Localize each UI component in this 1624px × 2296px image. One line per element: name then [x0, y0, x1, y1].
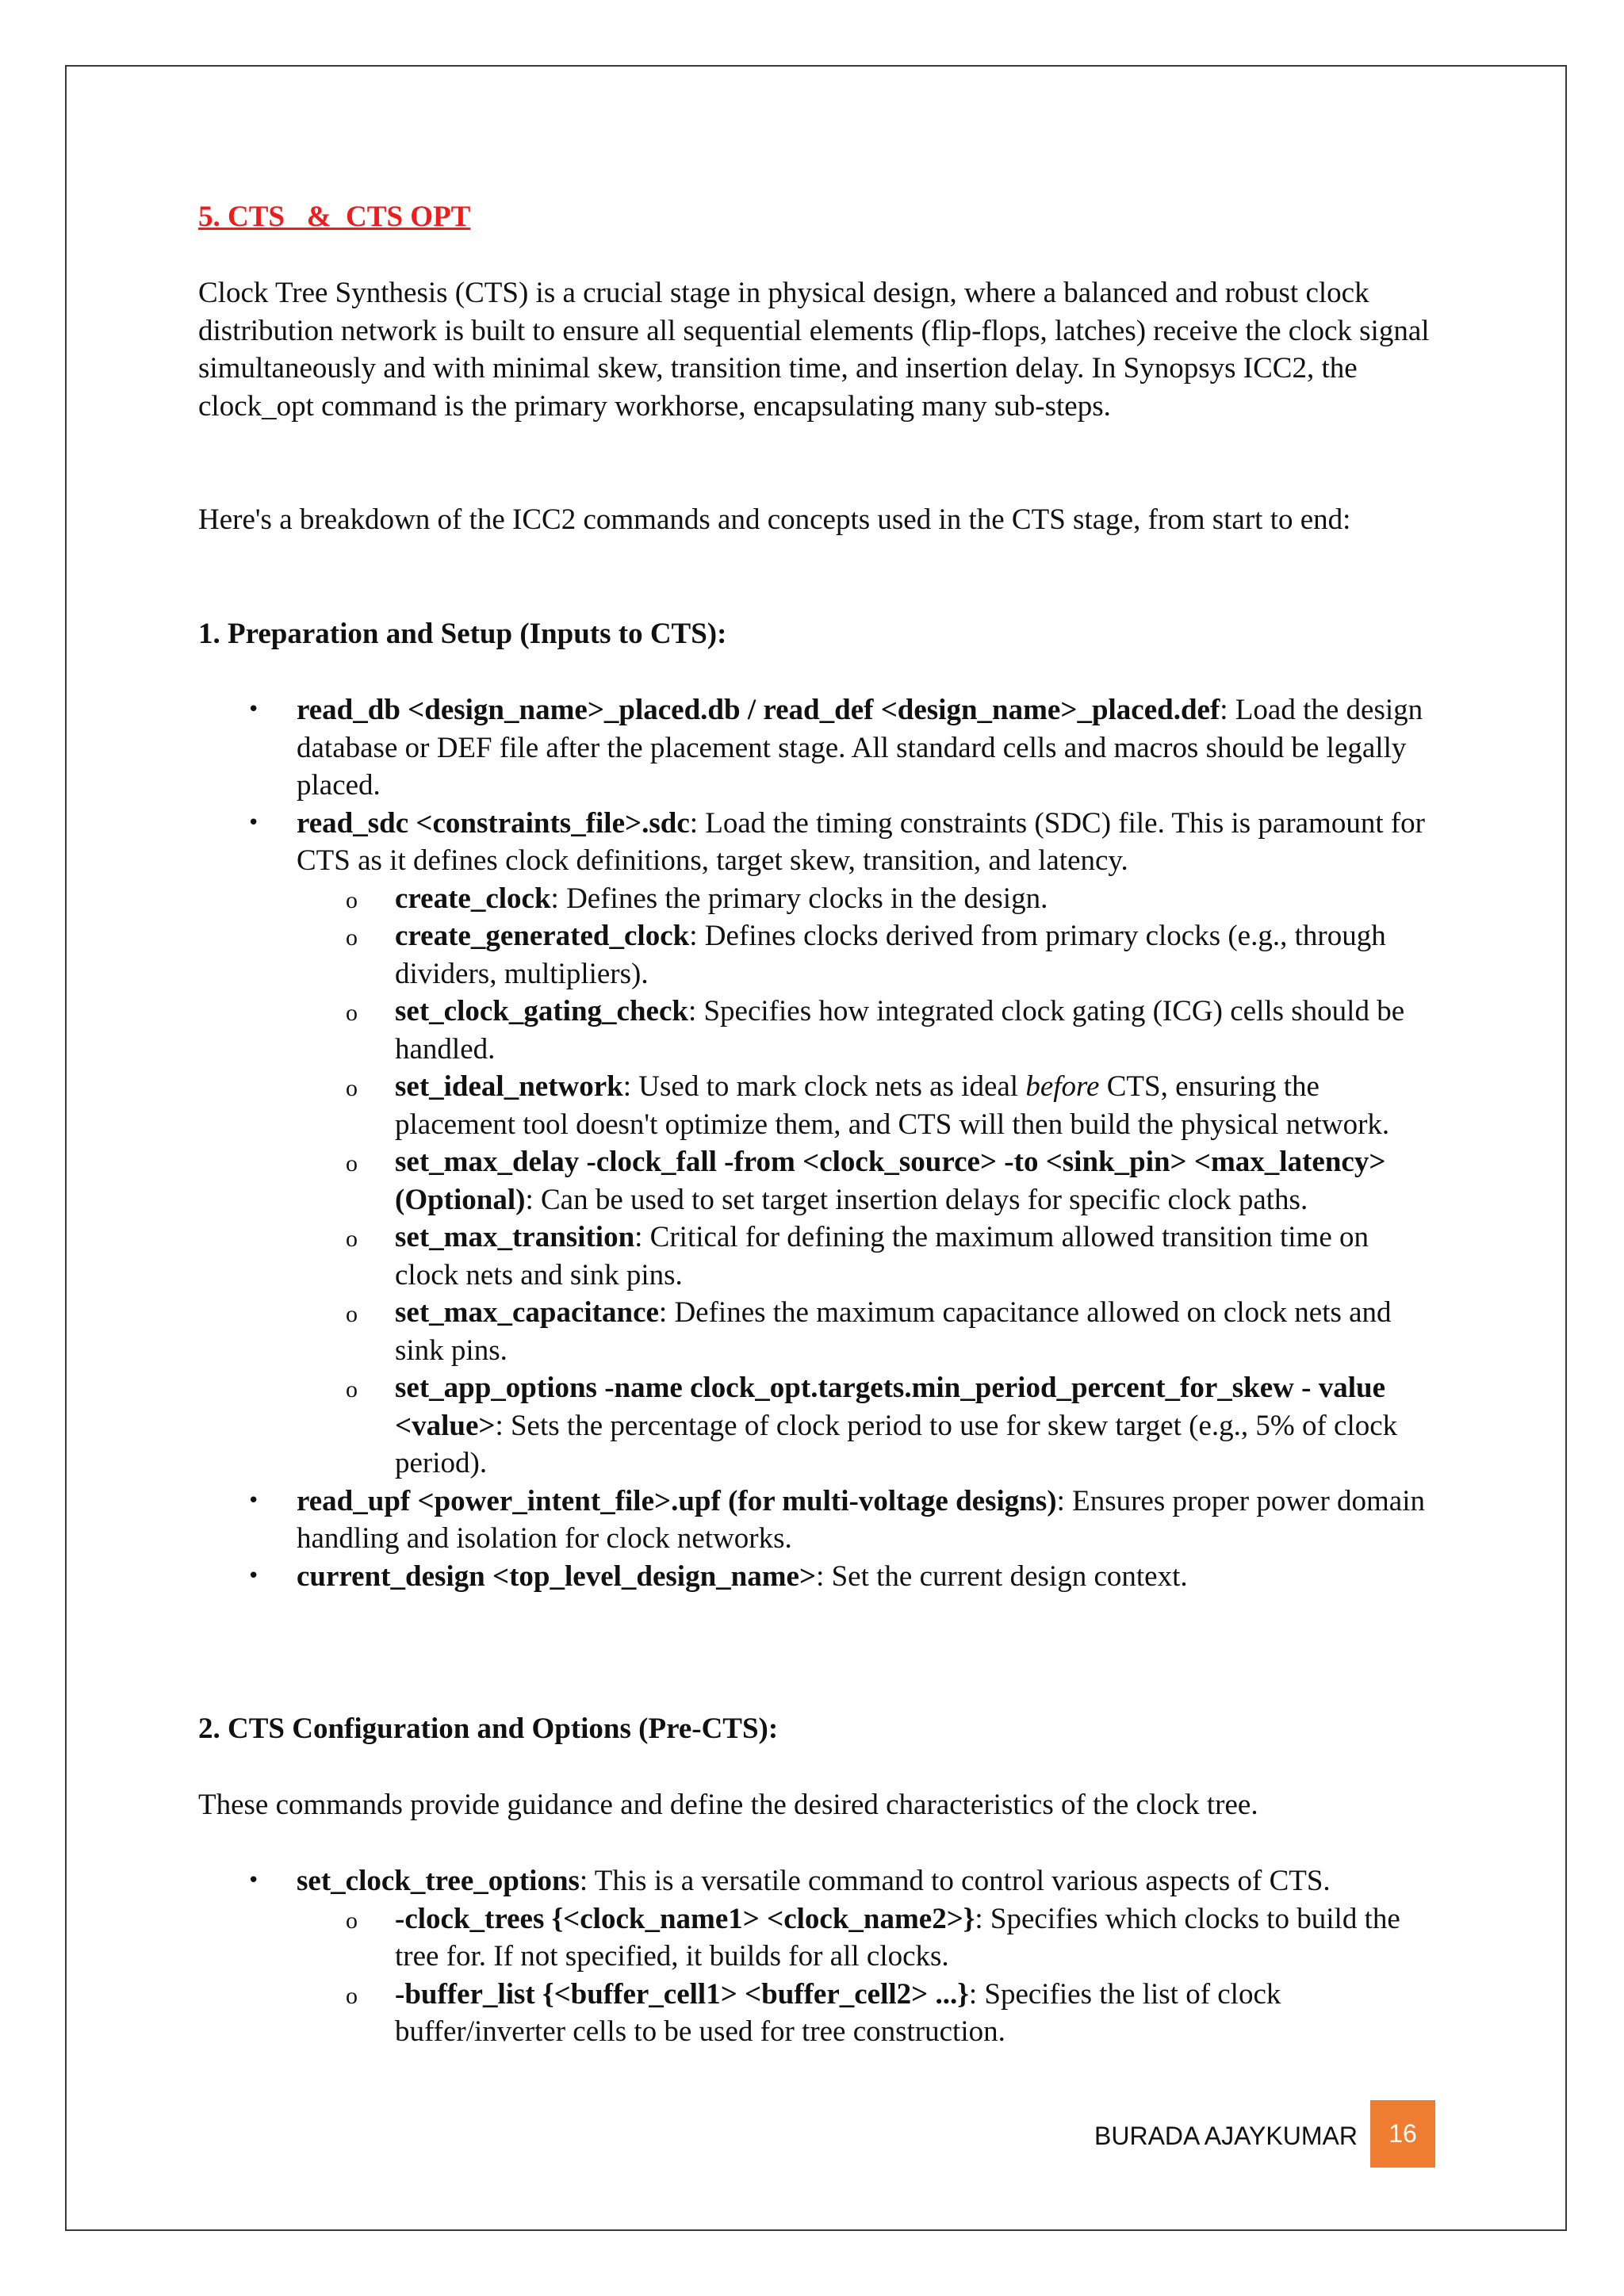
intro-paragraph: Clock Tree Synthesis (CTS) is a crucial stage in physical design, where a balanced and robust clock distribution network is built to ensure all sequential elements (flip-flops, latches) receive the clock signal simultaneously and with minimal skew, transition time, and insertion delay. In Synopsys ICC2, the clock_opt command is the primary workhorse, encapsulating many sub-steps.: [198, 277, 1430, 423]
command-description: : Load the design database or DEF file after the placement stage. All standard cells and macros should be legally placed.: [297, 694, 1423, 802]
bullet-icon: •: [247, 1869, 260, 1892]
command-description: : Defines the maximum capacitance allowed on clock nets and sink pins.: [395, 1296, 1392, 1367]
circle-bullet-icon: o: [346, 1907, 358, 1934]
command-name: create_generated_clock: [395, 920, 690, 952]
circle-bullet-icon: o: [346, 1226, 358, 1252]
circle-bullet-icon: o: [346, 886, 358, 913]
page-number-badge: 16: [1370, 2100, 1435, 2168]
command-name: set_max_capacitance: [395, 1296, 659, 1329]
command-name: current_design <top_level_design_name>: [297, 1559, 817, 1593]
configuration-heading: 2. CTS Configuration and Options (Pre-CTS):: [198, 1712, 779, 1745]
command-name: read_sdc <constraints_file>.sdc: [297, 806, 690, 840]
command-description-cont: CTS, ensuring the placement tool doesn't optimize them, and CTS will then build the physical network.: [395, 1070, 1390, 1141]
sublist-item: [198, 1219, 1435, 1294]
sublist-item: [198, 917, 1435, 993]
footer-author: BURADA AJAYKUMAR: [1094, 2122, 1358, 2150]
circle-bullet-icon: o: [346, 1376, 358, 1402]
command-description: : Used to mark clock nets as ideal: [622, 1070, 1026, 1103]
list-item: [198, 805, 1435, 1483]
command-name: set_max_transition: [395, 1221, 635, 1253]
command-description: : Specifies the list of clock buffer/inverter cells to be used for tree construction.: [395, 1977, 1281, 2048]
sublist-item: [198, 1976, 1435, 2051]
command-name: -buffer_list {<buffer_cell1> <buffer_cell2> ...}: [395, 1977, 969, 2011]
command-name: create_clock: [395, 882, 551, 915]
command-description: : Ensures proper power domain handling and isolation for clock networks.: [297, 1484, 1426, 1555]
command-name: read_db <design_name>_placed.db / read_def <design_name>_placed.def: [297, 694, 1220, 726]
circle-bullet-icon: o: [346, 1982, 358, 2009]
list-item: [198, 1558, 1435, 1596]
command-name: read_upf <power_intent_file>.upf (for multi-voltage designs): [297, 1484, 1057, 1517]
command-description: : Set the current design context.: [816, 1559, 1188, 1593]
breakdown-paragraph: Here's a breakdown of the ICC2 commands and concepts used in the CTS stage, from start to end:: [198, 503, 1351, 536]
sublist-item: [198, 1900, 1435, 1976]
command-description: : Specifies how integrated clock gating (ICG) cells should be handled.: [395, 995, 1405, 1066]
circle-bullet-icon: o: [346, 1301, 358, 1327]
command-description: : Defines clocks derived from primary clocks (e.g., through dividers, multipliers).: [395, 920, 1386, 990]
circle-bullet-icon: o: [346, 1000, 358, 1026]
list-item: [198, 1483, 1435, 1558]
command-description: : Load the timing constraints (SDC) file. This is paramount for CTS as it defines clock definitions, target skew, transition, and latency.: [297, 806, 1426, 877]
command-description: : Specifies which clocks to build the tree for. If not specified, it builds for all clocks.: [395, 1902, 1400, 1973]
sublist-item: [198, 1143, 1435, 1219]
command-description: : Can be used to set target insertion delays for specific clock paths.: [525, 1183, 1308, 1216]
sdc-sublist: [297, 880, 1435, 1483]
circle-bullet-icon: o: [346, 924, 358, 951]
circle-bullet-icon: o: [346, 1075, 358, 1101]
command-name: set_ideal_network: [395, 1070, 623, 1103]
command-description: : This is a versatile command to control various aspects of CTS.: [579, 1865, 1331, 1897]
command-name: -clock_trees {<clock_name1> <clock_name2>}: [395, 1902, 975, 1935]
command-description: : Critical for defining the maximum allowed transition time on clock nets and sink pins.: [395, 1221, 1369, 1292]
configuration-paragraph: These commands provide guidance and define the desired characteristics of the clock tree.: [198, 1789, 1258, 1821]
bullet-icon: •: [247, 698, 260, 721]
preparation-heading: 1. Preparation and Setup (Inputs to CTS):: [198, 618, 727, 650]
command-name: set_app_options -name clock_opt.targets.min_period_percent_for_skew - value <value>: [395, 1372, 1386, 1442]
command-name: set_clock_gating_check: [395, 995, 688, 1027]
circle-bullet-icon: o: [346, 1150, 358, 1177]
bullet-icon: •: [247, 810, 260, 835]
bullet-icon: •: [247, 1488, 260, 1513]
bullet-icon: •: [247, 1563, 260, 1588]
sublist-item: [198, 1369, 1435, 1483]
emphasis-text: before: [1025, 1070, 1100, 1103]
sublist-item: [198, 1294, 1435, 1369]
section-title: 5. CTS & CTS OPT: [198, 201, 471, 233]
list-item: [198, 691, 1435, 805]
command-description: : Sets the percentage of clock period to use for skew target (e.g., 5% of clock period).: [395, 1409, 1398, 1479]
command-description: : Defines the primary clocks in the design.: [550, 882, 1048, 915]
options-sublist: [297, 1900, 1435, 2051]
sublist-item: [198, 880, 1435, 918]
sublist-item: [198, 993, 1435, 1068]
sublist-item: [198, 1068, 1435, 1143]
preparation-list: [198, 691, 1435, 1595]
list-item: [198, 1862, 1435, 2051]
command-name: set_max_delay -clock_fall -from <clock_source> -to <sink_pin> <max_latency> (Optional): [395, 1146, 1386, 1216]
configuration-list: [198, 1862, 1435, 2051]
command-name: set_clock_tree_options: [297, 1865, 580, 1897]
